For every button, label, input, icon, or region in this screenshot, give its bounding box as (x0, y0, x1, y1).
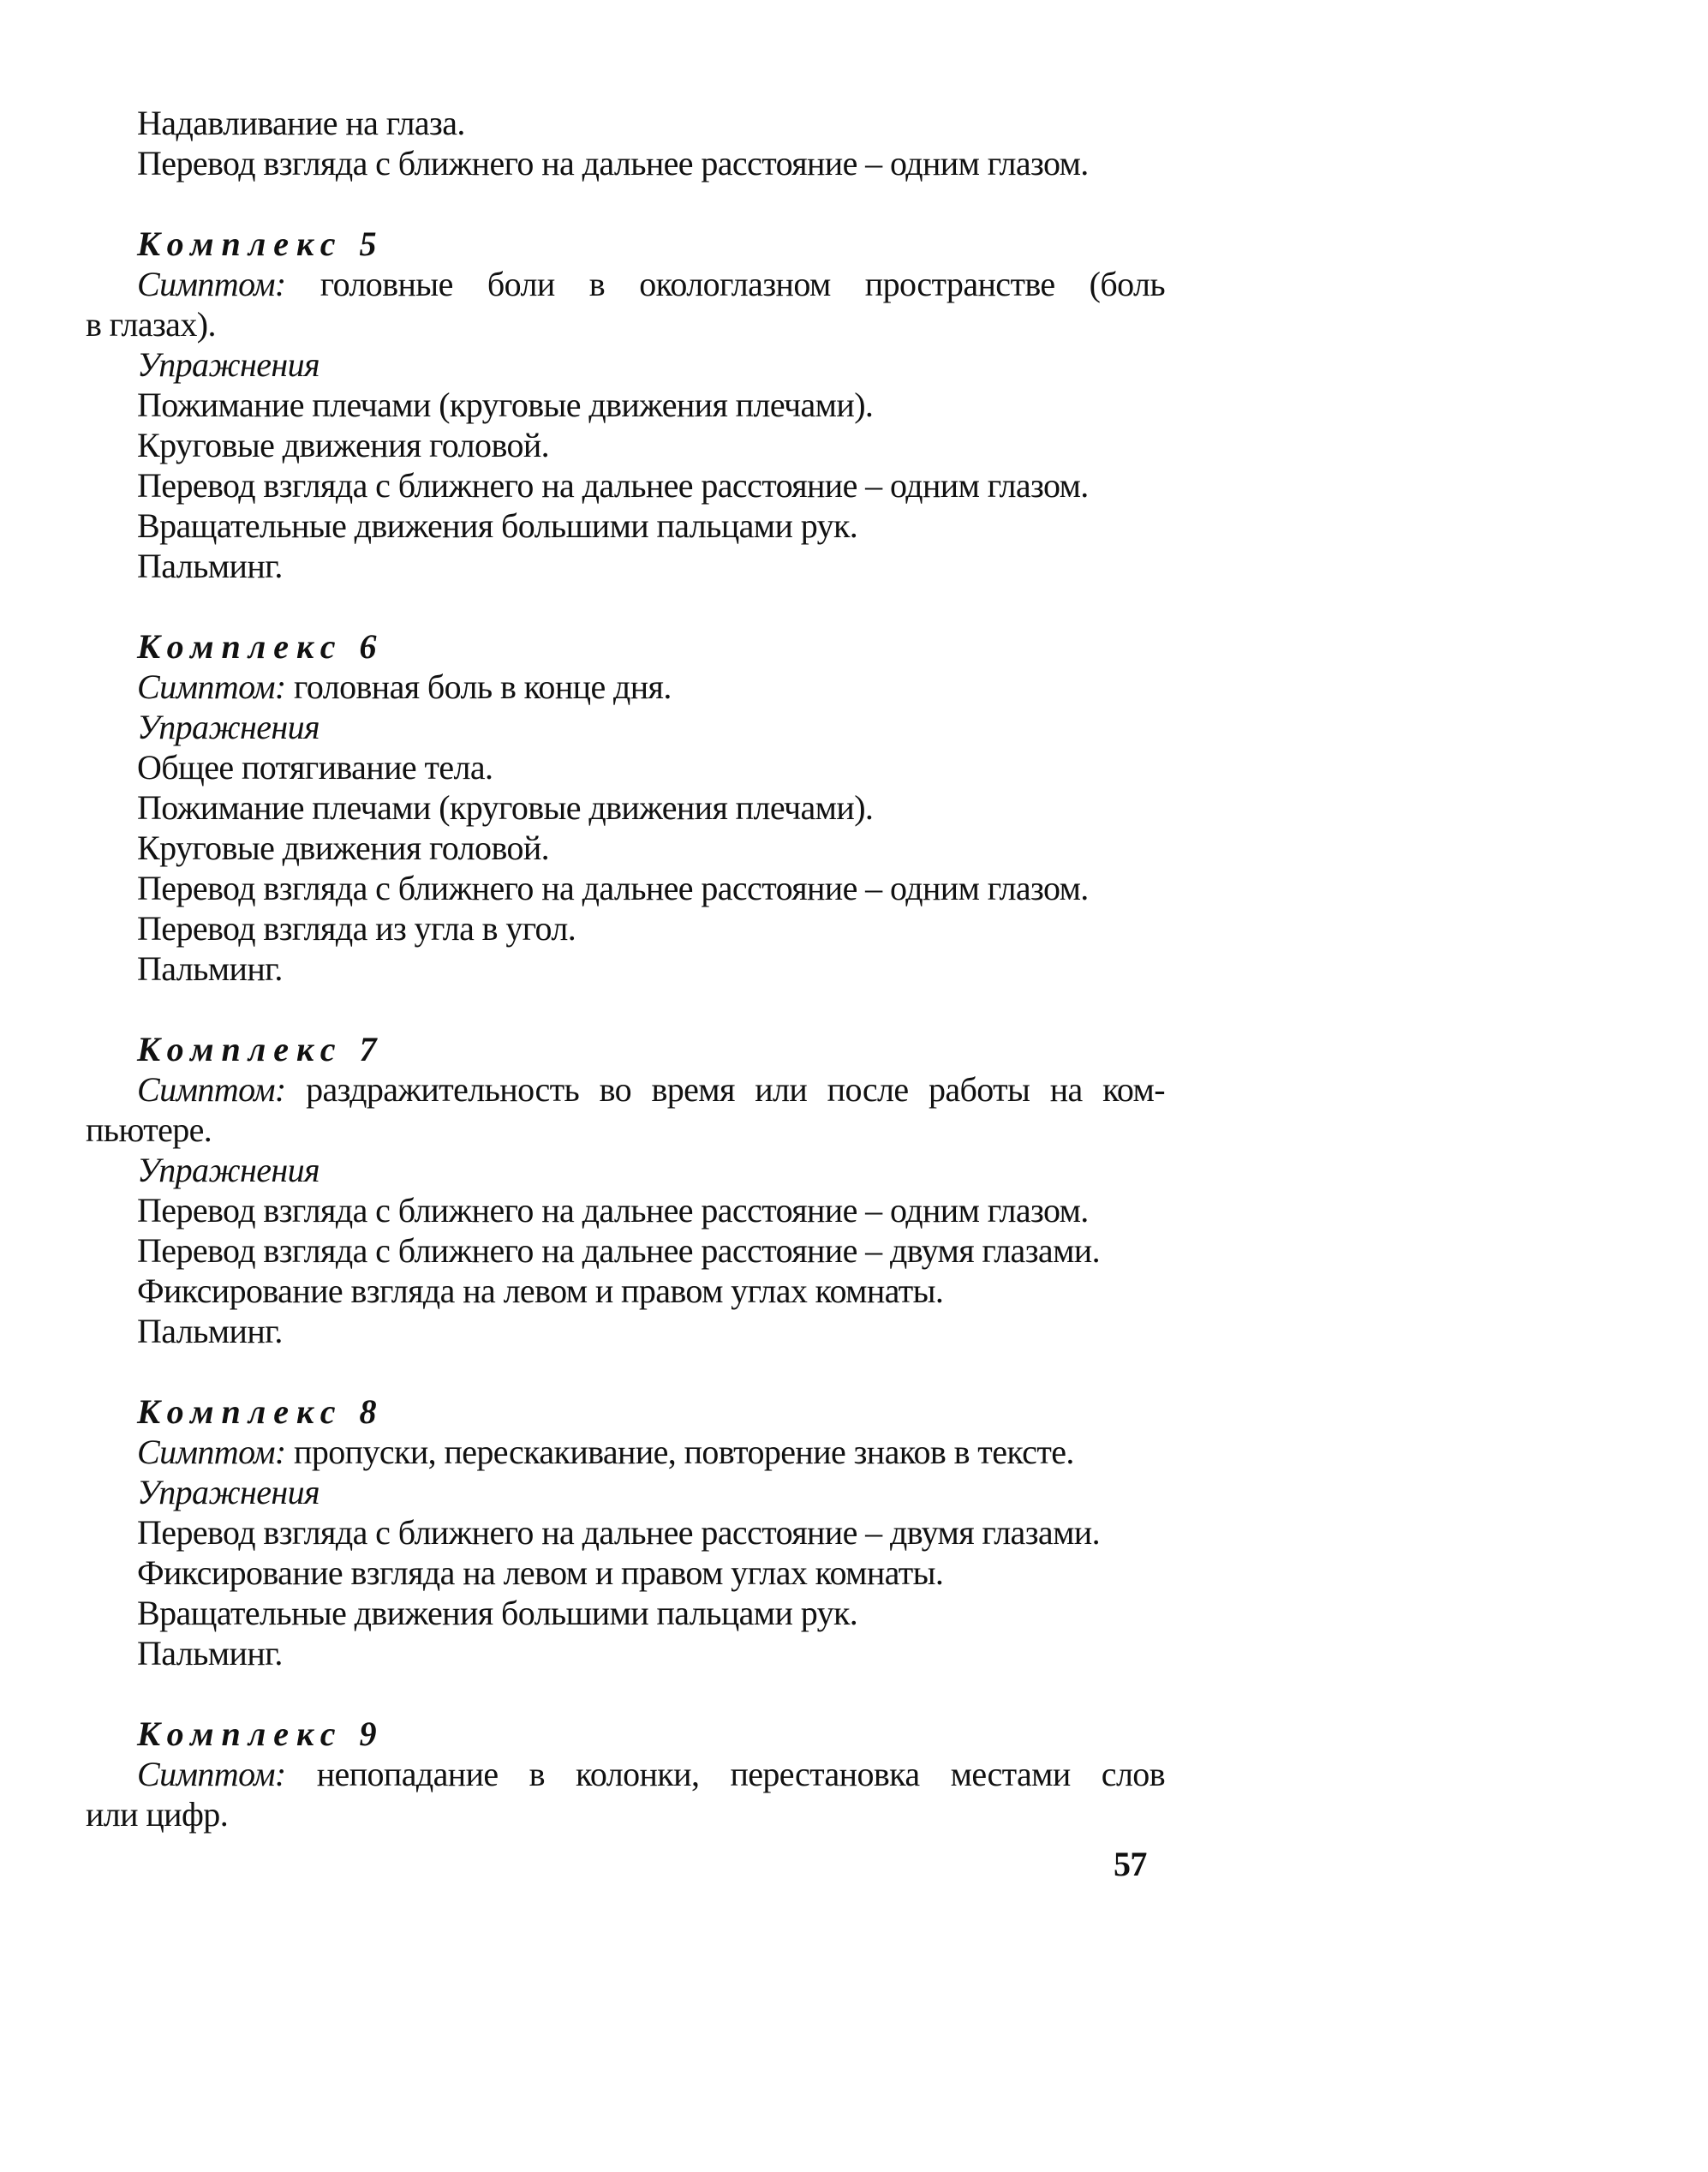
complex-6-exercises-label: Упражнения (137, 708, 320, 746)
exercise-item: Перевод взгляда с ближнего на дальнее расстояние – одним глазом. (137, 1191, 1089, 1230)
exercise-item: Вращательные движения большими пальцами рук. (137, 1594, 858, 1632)
complex-9-symptom (86, 1754, 1165, 1794)
symptom-text: пропуски, перескакивание, повторение знаков в тексте. (294, 1433, 1074, 1471)
section-gap (86, 183, 1165, 224)
complex-5-symptom-continuation: в глазах). (86, 305, 216, 344)
section-gap (86, 1351, 1165, 1391)
symptom-label: Симптом: (137, 1070, 286, 1109)
exercise-item: Перевод взгляда из угла в угол. (137, 909, 576, 948)
complex-7-heading: Комплекс 7 (137, 1030, 385, 1068)
symptom-text: головные боли в окологлазном пространстве (боль (320, 265, 1165, 303)
symptom-label: Симптом: (137, 1755, 286, 1793)
exercise-item: Перевод взгляда с ближнего на дальнее расстояние – двумя глазами. (137, 1231, 1100, 1270)
text-column (86, 103, 1165, 1834)
complex-7-symptom-continuation: пьютере. (86, 1110, 212, 1149)
complex-7-exercises-label: Упражнения (137, 1151, 320, 1189)
complex-9-heading: Комплекс 9 (137, 1714, 385, 1753)
exercise-item: Круговые движения головой. (137, 829, 550, 867)
complex-6-heading: Комплекс 6 (137, 627, 385, 666)
section-gap (86, 1673, 1165, 1714)
exercise-item: Вращательные движения большими пальцами рук. (137, 506, 858, 545)
exercise-item: Фиксирование взгляда на левом и правом углах комнаты. (137, 1271, 944, 1310)
complex-6-symptom (86, 667, 1165, 707)
exercise-item: Пожимание плечами (круговые движения плечами). (137, 386, 874, 424)
complex-5-symptom (86, 264, 1165, 304)
symptom-label: Симптом: (137, 265, 286, 303)
complex-5-heading: Комплекс 5 (137, 224, 385, 263)
exercise-item: Пальминг. (137, 1312, 283, 1350)
exercise-item: Пальминг. (137, 1634, 283, 1672)
exercise-item: Пожимание плечами (круговые движения плечами). (137, 788, 874, 827)
intro-line: Перевод взгляда с ближнего на дальнее расстояние – одним глазом. (137, 144, 1089, 182)
complex-8-heading: Комплекс 8 (137, 1392, 385, 1431)
exercise-item: Перевод взгляда с ближнего на дальнее расстояние – одним глазом. (137, 869, 1089, 907)
symptom-label: Симптом: (137, 667, 286, 706)
symptom-text: головная боль в конце дня. (294, 667, 672, 706)
exercise-item: Фиксирование взгляда на левом и правом углах комнаты. (137, 1553, 944, 1592)
complex-8-exercises-label: Упражнения (137, 1473, 320, 1511)
section-gap (86, 989, 1165, 1029)
complex-5-exercises-label: Упражнения (137, 345, 320, 384)
intro-line: Надавливание на глаза. (137, 104, 465, 142)
exercise-item: Перевод взгляда с ближнего на дальнее расстояние – одним глазом. (137, 466, 1089, 505)
exercise-item: Пальминг. (137, 547, 283, 585)
symptom-text: непопадание в колонки, перестановка местами слов (316, 1755, 1165, 1793)
exercise-item: Круговые движения головой. (137, 426, 550, 464)
section-gap (86, 586, 1165, 626)
exercise-item: Пальминг. (137, 949, 283, 988)
complex-9-symptom-continuation: или цифр. (86, 1795, 229, 1834)
exercise-item: Общее потягивание тела. (137, 748, 493, 787)
page-number: 57 (1114, 1845, 1147, 1883)
symptom-text: раздражительность во время или после работы на ком- (306, 1070, 1165, 1109)
symptom-label: Симптом: (137, 1433, 286, 1471)
complex-8-symptom (86, 1432, 1165, 1472)
exercise-item: Перевод взгляда с ближнего на дальнее расстояние – двумя глазами. (137, 1513, 1100, 1552)
complex-7-symptom (86, 1069, 1165, 1110)
